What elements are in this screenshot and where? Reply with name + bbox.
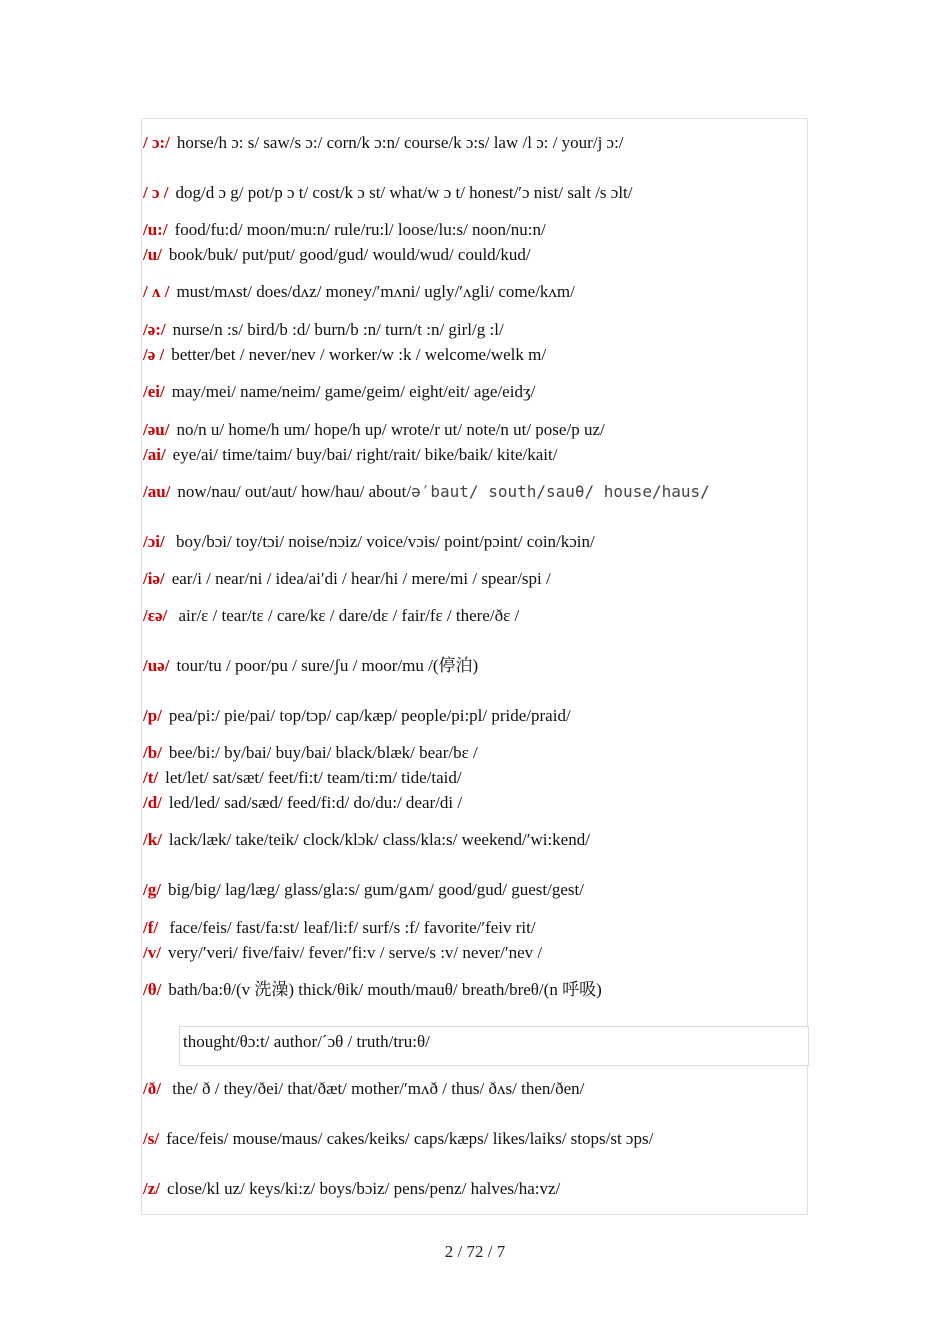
example-words-mono: ə′baut/ south/sauθ/ house/haus/: [411, 482, 710, 501]
phonetic-row: [143, 942, 542, 964]
phonetic-row: [143, 344, 546, 366]
example-words: very/′veri/ five/faiv/ fever/′fi:v / serve/s :v/ never/′nev /: [167, 943, 543, 962]
phonetic-row: [143, 767, 462, 789]
example-words: now/nau/ out/aut/ how/hau/ about/: [177, 482, 412, 501]
phonetic-row: [143, 917, 536, 939]
phonetic-row: [143, 879, 584, 901]
phonetic-symbol: /ð/: [143, 1079, 161, 1098]
phonetic-row: [143, 1178, 560, 1200]
phonetic-symbol: /ə /: [143, 345, 165, 364]
phonetic-row: [143, 219, 546, 241]
phonetic-symbol: / ɔ:/: [143, 133, 170, 152]
phonetic-row: [143, 481, 710, 503]
phonetic-row: [143, 444, 557, 466]
example-words: face/feis/ mouse/maus/ cakes/keiks/ caps/kæps/ likes/laiks/ stops/st ɔps/: [166, 1129, 654, 1148]
phonetic-symbol: /əu/: [143, 420, 170, 439]
phonetic-row: [143, 655, 478, 677]
phonetic-row: [143, 568, 551, 590]
example-words: air/ε / tear/tε / care/kε / dare/dε / fair/fε / there/ðε /: [174, 606, 520, 625]
phonetic-row: [143, 829, 590, 851]
phonetic-symbol: /uə/: [143, 656, 170, 675]
phonetic-symbol: /g/: [143, 880, 161, 899]
phonetic-row: [143, 605, 519, 627]
phonetic-symbol: / ʌ /: [143, 282, 170, 301]
phonetic-symbol: /iə/: [143, 569, 165, 588]
phonetic-row: [143, 182, 633, 204]
phonetic-row: [143, 742, 478, 764]
example-words: no/n u/ home/h um/ hope/h up/ wrote/r ut/ note/n ut/ pose/p uz/: [176, 420, 605, 439]
example-words: lack/læk/ take/teik/ clock/klɔk/ class/kla:s/ weekend/′wi:kend/: [168, 830, 590, 849]
example-words: led/led/ sad/sæd/ feed/fi:d/ do/du:/ dear/di /: [168, 793, 463, 812]
phonetic-symbol: /au/: [143, 482, 171, 501]
phonetic-symbol: /ei/: [143, 382, 165, 401]
example-words: dog/d ɔ g/ pot/p ɔ t/ cost/k ɔ st/ what/w ɔ t/ honest/′ɔ nist/ salt /s ɔlt/: [175, 183, 633, 202]
phonetic-row: [143, 705, 571, 727]
phonetic-row: [143, 319, 504, 341]
example-words: horse/h ɔ: s/ saw/s ɔ:/ corn/k ɔ:n/ course/k ɔ:s/ law /l ɔ: / your/j ɔ:/: [176, 133, 624, 152]
phonetic-row: [143, 132, 624, 154]
phonetic-row: [143, 1128, 653, 1150]
example-words: bee/bi:/ by/bai/ buy/bai/ black/blæk/ bear/bε /: [168, 743, 478, 762]
phonetic-symbol: /z/: [143, 1179, 160, 1198]
phonetic-symbol: /t/: [143, 768, 159, 787]
example-words: pea/pi:/ pie/pai/ top/tɔp/ cap/kæp/ people/pi:pl/ pride/praid/: [168, 706, 571, 725]
phonetic-symbol: /v/: [143, 943, 161, 962]
example-words: book/buk/ put/put/ good/gud/ would/wud/ could/kud/: [168, 245, 531, 264]
phonetic-symbol: /ai/: [143, 445, 166, 464]
phonetic-symbol: /θ/: [143, 980, 162, 999]
phonetic-symbol: /ə:/: [143, 320, 166, 339]
phonetic-row: [143, 531, 595, 553]
phonetic-row: [143, 281, 575, 303]
phonetic-row: [143, 792, 462, 814]
phonetic-symbol: /u:/: [143, 220, 168, 239]
phonetic-symbol: /b/: [143, 743, 162, 762]
example-words: better/bet / never/nev / worker/w :k / welcome/welk m/: [171, 345, 547, 364]
example-words: ear/i / near/ni / idea/ai′di / hear/hi / mere/mi / spear/spi /: [171, 569, 551, 588]
phonetic-symbol: /p/: [143, 706, 162, 725]
phonetic-symbol: /f/: [143, 918, 159, 937]
example-words: food/fu:d/ moon/mu:n/ rule/ru:l/ loose/lu:s/ noon/nu:n/: [174, 220, 546, 239]
phonetic-row: [143, 1078, 584, 1100]
example-words: must/mʌst/ does/dʌz/ money/′mʌni/ ugly/′ʌgli/ come/kʌm/: [176, 282, 575, 301]
phonetic-symbol: / ɔ /: [143, 183, 169, 202]
phonetic-row: [143, 381, 535, 403]
boxed-line-text: thought/θɔ:t/ author/´ɔθ / truth/tru:θ/: [183, 1032, 430, 1051]
example-words: boy/bɔi/ toy/tɔi/ noise/nɔiz/ voice/vɔis/ point/pɔint/ coin/kɔin/: [171, 532, 595, 551]
phonetic-symbol: /d/: [143, 793, 162, 812]
example-words: bath/ba:θ/(v 洗澡) thick/θik/ mouth/mauθ/ breath/breθ/(n 呼吸): [168, 980, 602, 999]
example-words: face/feis/ fast/fa:st/ leaf/li:f/ surf/s :f/ favorite/′feiv rit/: [165, 918, 536, 937]
phonetic-symbol: /u/: [143, 245, 162, 264]
page-number: 2 / 72 / 7: [444, 1242, 506, 1261]
phonetic-symbol: /εə/: [143, 606, 168, 625]
example-words: may/mei/ name/neim/ game/geim/ eight/eit/ age/eidʒ/: [171, 382, 536, 401]
phonetic-row: [143, 244, 531, 266]
phonetic-row: [143, 979, 602, 1001]
boxed-line: [179, 1026, 809, 1066]
example-words: let/let/ sat/sæt/ feet/fi:t/ team/ti:m/ tide/taid/: [165, 768, 462, 787]
example-words: nurse/n :s/ bird/b :d/ burn/b :n/ turn/t :n/ girl/g :l/: [172, 320, 504, 339]
example-words: close/kl uz/ keys/ki:z/ boys/bɔiz/ pens/penz/ halves/ha:vz/: [167, 1179, 561, 1198]
phonetic-symbol: /k/: [143, 830, 162, 849]
phonetic-symbol: /ɔi/: [143, 532, 165, 551]
phonetic-row: [143, 419, 605, 441]
example-words: the/ ð / they/ðei/ that/ðæt/ mother/′mʌð / thus/ ðʌs/ then/ðen/: [167, 1079, 585, 1098]
example-words: eye/ai/ time/taim/ buy/bai/ right/rait/ bike/baik/ kite/kait/: [172, 445, 558, 464]
example-words: tour/tu / poor/pu / sure/ʃu / moor/mu /(停泊): [176, 656, 479, 675]
example-words: big/big/ lag/læg/ glass/gla:s/ gum/gʌm/ good/gud/ guest/gest/: [167, 880, 584, 899]
phonetic-symbol: /s/: [143, 1129, 160, 1148]
